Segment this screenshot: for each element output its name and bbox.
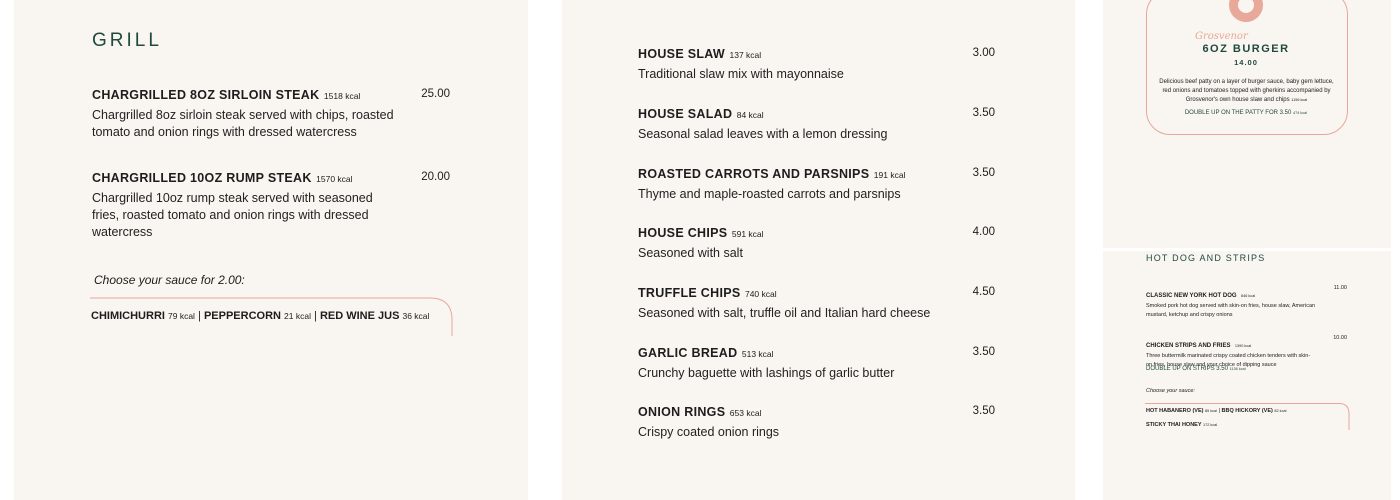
burger-title: 6OZ BURGER (1202, 43, 1290, 55)
sauce-name: PEPPERCORN (203, 310, 281, 322)
item-price: 4.50 (972, 286, 995, 298)
item-price: 20.00 (421, 171, 450, 183)
item-description: Crispy coated onion rings (638, 425, 780, 439)
menu-item-house-salad (638, 105, 958, 143)
item-description: Seasonal salad leaves with a lemon dressing (638, 127, 888, 141)
item-price: 25.00 (421, 88, 450, 100)
item-description: Chargrilled 10oz rump steak served with seasoned fries, roasted tomato and onion rings with dressed watercress (92, 191, 373, 239)
menu-item-house-slaw (638, 45, 958, 83)
item-name: CLASSIC NEW YORK HOT DOG (1146, 293, 1237, 299)
item-name: HOUSE SALAD (638, 107, 733, 121)
sauce-kcal: 36 kcal (402, 311, 430, 321)
sauce-name: HOT HABANERO (VE) (1146, 408, 1204, 414)
menu-item-chicken-strips (1146, 334, 1316, 369)
item-description: Smoked pork hot dog served with skin-on fries, house slaw, American mustard, ketchup and crispy onions (1146, 303, 1316, 318)
sauce-kcal: 79 kcal (168, 311, 195, 321)
item-name: GARLIC BREAD (638, 346, 738, 360)
item-kcal: 1518 kcal (323, 91, 361, 101)
item-kcal: 1390 kcal (1234, 344, 1252, 348)
item-description: Seasoned with salt, truffle oil and Italian hard cheese (638, 306, 931, 320)
menu-item-rump-steak (92, 169, 412, 241)
sauce-kcal: 85 kcal (1204, 409, 1218, 413)
item-kcal: 1570 kcal (316, 174, 353, 184)
item-kcal: 653 kcal (729, 408, 762, 418)
strips-upsell-text: DOUBLE UP ON STRIPS 3.50 (1146, 366, 1228, 372)
grill-section-title: GRILL (92, 30, 162, 51)
item-name: HOUSE CHIPS (638, 226, 728, 240)
hotdog-sauce-options-2 (1146, 422, 1217, 428)
item-kcal: 513 kcal (741, 349, 774, 359)
item-description: Thyme and maple-roasted carrots and parsnips (638, 187, 901, 201)
item-kcal: 137 kcal (729, 50, 762, 60)
hotdog-sauce-options-1: HOT HABANERO (VE) 85 kcal | BBQ HICKORY (VE) 82 kcal (1146, 408, 1287, 414)
menu-item-onion-rings (638, 403, 958, 441)
hotdog-menu-card (1103, 251, 1391, 500)
item-name: CHICKEN STRIPS AND FRIES (1146, 343, 1231, 349)
item-name: CHARGRILLED 10OZ RUMP STEAK (92, 171, 312, 185)
item-kcal: 740 kcal (744, 289, 777, 299)
menu-item-sirloin-steak (92, 86, 412, 141)
sauce-kcal: 82 kcal (1274, 409, 1287, 413)
item-name: TRUFFLE CHIPS (638, 286, 741, 300)
item-description: Traditional slaw mix with mayonnaise (638, 67, 844, 81)
strips-upsell (1146, 366, 1246, 372)
burger-desc-text: Delicious beef patty on a layer of burger sauce, baby gem lettuce, red onions and tomatoes topped with gherkins accompanied by Grosvenor's own house slaw and chips (1159, 79, 1334, 103)
burger-price: 14.00 (1234, 58, 1258, 67)
sauce-kcal: 172 kcal (1203, 423, 1218, 427)
burger-feature-card (1103, 0, 1391, 248)
item-kcal: 191 kcal (873, 170, 906, 180)
menu-item-hot-dog (1146, 284, 1316, 319)
strips-upsell-kcal: 1136 kcal (1229, 367, 1246, 371)
item-description: Crunchy baguette with lashings of garlic butter (638, 366, 895, 380)
item-name: ROASTED CARROTS AND PARSNIPS (638, 167, 870, 181)
sauce-name: CHIMICHURRI (91, 310, 165, 322)
item-description: Three buttermilk marinated crispy coated chicken tenders with skin-on fries, house slaw and your choice of dipping sauce (1146, 353, 1311, 368)
grill-menu-page (14, 0, 528, 500)
burger-upsell (1146, 110, 1346, 116)
item-kcal: 846 kcal (1241, 294, 1256, 298)
burger-description (1159, 78, 1334, 105)
sauce-options: CHIMICHURRI 79 kcal | PEPPERCORN 21 kcal | RED WINE JUS 36 kcal (91, 310, 430, 322)
menu-item-roasted-carrots (638, 165, 958, 203)
brand-script-logo: Grosvenor (1195, 31, 1248, 42)
sauce-heading: Choose your sauce for 2.00: (94, 273, 245, 287)
hotdog-sauce-heading: Choose your sauce: (1146, 388, 1195, 394)
burger-upsell-text: DOUBLE UP ON THE PATTY FOR 3.50 (1184, 110, 1292, 116)
sauce-kcal: 21 kcal (284, 311, 311, 321)
sauce-name: BBQ HICKORY (VE) (1221, 408, 1273, 414)
item-price: 3.50 (972, 346, 995, 358)
menu-item-garlic-bread (638, 344, 958, 382)
burger-upsell-kcal: 474 kcal (1293, 111, 1308, 115)
item-price: 3.50 (972, 107, 995, 119)
item-price: 3.00 (972, 47, 995, 59)
hotdog-section-title: HOT DOG AND STRIPS (1146, 253, 1266, 263)
item-description: Chargrilled 8oz sirloin steak served with chips, roasted tomato and onion rings with dressed watercress (92, 108, 394, 139)
item-name: CHARGRILLED 8OZ SIRLOIN STEAK (92, 88, 320, 102)
item-price: 11.00 (1333, 285, 1347, 291)
menu-item-house-chips (638, 224, 958, 262)
sauce-name: RED WINE JUS (319, 310, 400, 322)
sides-menu-page (562, 0, 1075, 500)
sauce-name: STICKY THAI HONEY (1146, 422, 1202, 428)
item-description: Seasoned with salt (638, 246, 743, 260)
burger-kcal: 1156 kcal (1291, 98, 1308, 102)
item-name: HOUSE SLAW (638, 47, 726, 61)
item-name: ONION RINGS (638, 405, 726, 419)
item-kcal: 591 kcal (731, 229, 764, 239)
item-price: 3.50 (972, 167, 995, 179)
item-price: 10.00 (1333, 335, 1347, 341)
item-kcal: 84 kcal (736, 110, 764, 120)
item-price: 3.50 (972, 405, 995, 417)
item-price: 4.00 (972, 226, 995, 238)
